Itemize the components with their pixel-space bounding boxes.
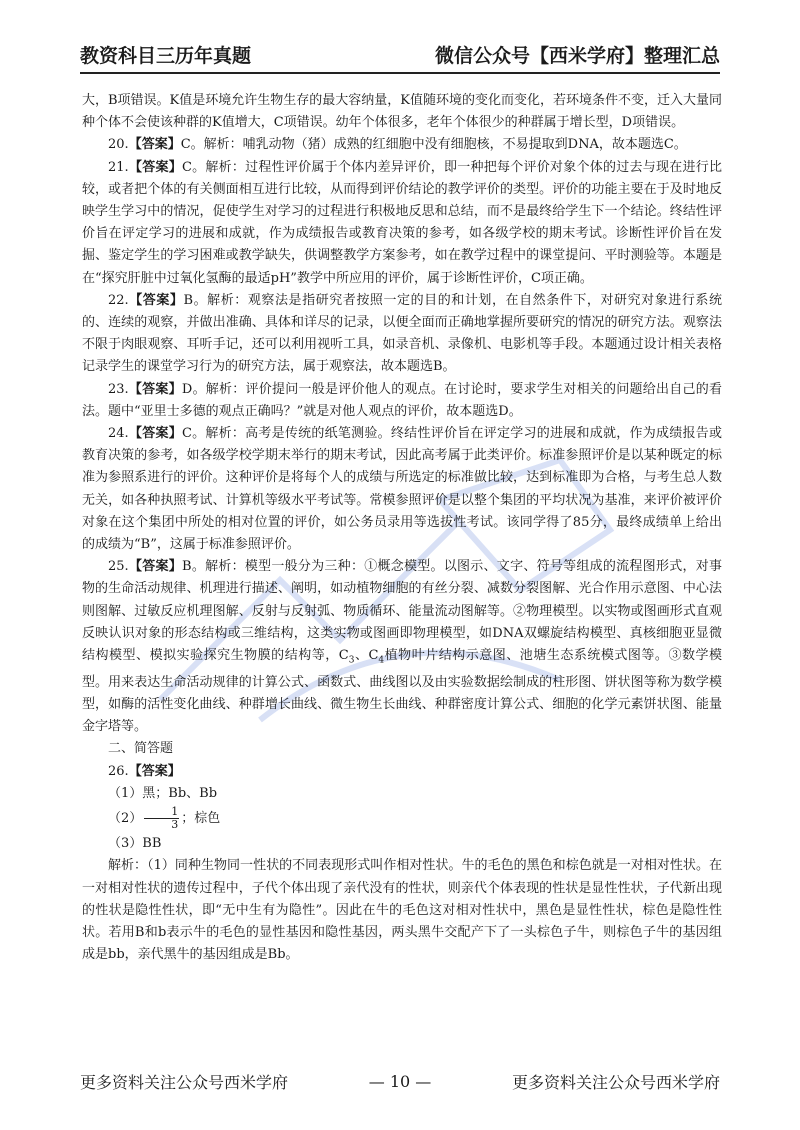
answer-item-2	[82, 805, 722, 833]
answer-text: 、C	[354, 648, 379, 664]
answer-text: B。解析：观察法是指研究者按照一定的目的和计划，在自然条件下，对研究对象进行系统的、连续的观察，并做出准确、具体和详尽的记录，以便全面而正确地掌握所要研究的情况的研究方法。观察法不限于肉眼观察、耳听手记，还可以利用视听工具，如录音机、录像机、电影机等手段。本题通过设计相关表格记录学生的课堂学习行为的研究方法，属于观察法，故本题选B。	[82, 292, 722, 375]
section-heading: 二、简答题	[108, 741, 174, 757]
answer-label: 【答案】	[128, 381, 182, 397]
question-24	[82, 423, 722, 556]
answer-label: 【答案】	[128, 426, 182, 442]
header-left-title: 教资科目三历年真题	[80, 45, 252, 67]
explanation	[82, 855, 722, 966]
answer-text: D。解析：评价提问一般是评价他人的观点。在讨论时，要求学生对相关的问题给出自己的看法。题中“亚里士多德的观点正确吗？”就是对他人观点的评价，故本题选D。	[82, 381, 722, 419]
answer-label: 【答案】	[128, 137, 181, 153]
question-number: 24.	[108, 426, 129, 442]
answer-label: 【答案】	[128, 159, 182, 175]
answer-item-suffix: ；棕色	[181, 811, 221, 827]
answer-text: 植物叶片结构示意图、池塘生态系统模式图等。③数学模型。用来表达生命活动规律的计算公式、函数式、曲线图以及由实验数据绘制成的柱形图、饼状图等称为数学模型，如酶的活性变化曲线、种群增长曲线、微生物生长曲线、种群密度计算公式、细胞的化学元素饼状图、能量金字塔等。	[82, 648, 722, 735]
question-23	[82, 379, 722, 423]
answer-label: 【答案】	[128, 292, 184, 308]
subscript-3: 3	[348, 655, 355, 666]
question-25	[82, 556, 722, 738]
question-21	[82, 157, 722, 290]
answer-label: 【答案】	[128, 763, 181, 779]
footer-left-text: 更多资料关注公众号西米学府	[80, 1073, 289, 1092]
question-number: 21.	[108, 159, 129, 175]
page-footer	[80, 1070, 720, 1093]
answer-label: 【答案】	[128, 559, 182, 575]
answer-item-3: （3）BB	[108, 836, 162, 852]
answer-text: C。解析：高考是传统的纸笔测验。终结性评价旨在评定学习的进展和成就，作为成绩报告或教育决策的参考，如各级学校学期末举行的期末考试，因此高考属于此类评价。标准参照评价是以某种既定的标准为参照系进行的评价。这种评价是将每个人的成绩与所选定的标准做比较，达到标准即为合格，与考生总人数无关，如各种执照考试、计算机等级水平考试等。常模参照评价是以整个集团的平均状况为基准，来评价被评价对象在这个集团中所处的相对位置的评价，如公务员录用等选拔性考试。该同学得了85分，最终成绩单上给出的成绩为“B”，这属于标准参照评价。	[82, 426, 722, 553]
answer-item-prefix: （2）	[108, 811, 143, 827]
question-22	[82, 290, 722, 379]
footer-right-text: 更多资料关注公众号西米学府	[511, 1073, 720, 1092]
fraction	[144, 806, 179, 831]
answer-text: C。解析：过程性评价属于个体内差异评价，即一种把每个评价对象个体的过去与现在进行比较，或者把个体的有关侧面相互进行比较，从而得到评价结论的教学评价的类型。评价的功能主要在于及时地反映学生学习中的情况，促使学生对学习的过程进行积极地反思和总结，而不是最终给学生下一个结论。终结性评价旨在评定学习的进展和成就，作为成绩报告或教育决策的参考，如各级学校的期末考试。诊断性评价旨在发掘、鉴定学生的学习困难或教学缺失，供调整教学方案参考，如在教学过程中的课堂提问、平时测验等。本题是在“探究肝脏中过氧化氢酶的最适pH”教学中所应用的评价，属于诊断性评价，C项正确。	[82, 159, 722, 286]
question-20	[82, 134, 722, 156]
question-number: 22.	[108, 292, 129, 308]
answer-text: C。解析：哺乳动物（猪）成熟的红细胞中没有细胞核，不易提取到DNA，故本题选C。	[180, 137, 687, 153]
fraction-numerator: 1	[144, 806, 179, 819]
question-number: 26.	[108, 763, 129, 779]
explanation-label: 解析：	[108, 858, 148, 874]
paragraph-continued: 大，B项错误。K值是环境允许生物生存的最大容纳量，K值随环境的变化而变化，若环境条件不变，迁入大量同种个体不会使该种群的K值增大，C项错误。幼年个体很多，老年个体很少的种群属于增长型，D项错误。	[82, 93, 722, 131]
question-number: 25.	[108, 559, 129, 575]
subscript-4: 4	[378, 655, 385, 666]
fraction-denominator: 3	[171, 818, 179, 832]
explanation-text: （1）同种生物同一性状的不同表现形式叫作相对性状。牛的毛色的黑色和棕色就是一对相对性状。在一对相对性状的遗传过程中，子代个体出现了亲代没有的性状，则亲代个体表现的性状是显性性状，子代新出现的性状是隐性性状，即“无中生有为隐性”。因此在牛的毛色这对相对性状中，黑色是显性性状，棕色是隐性性状。若用B和b表示牛的毛色的显性基因和隐性基因，两头黑牛交配产下了一头棕色子牛，则棕色子牛的基因组成是bb，亲代黑牛的基因组成是Bb。	[82, 858, 722, 963]
question-26	[82, 761, 722, 783]
question-number: 20.	[108, 137, 129, 153]
answer-content	[82, 90, 722, 966]
page-header	[80, 38, 720, 74]
question-number: 23.	[108, 381, 129, 397]
answer-item-1: （1）黑；Bb、Bb	[108, 785, 218, 801]
page-number: — 10 —	[368, 1072, 432, 1091]
answer-text: B。解析：模型一般分为三种：①概念模型。以图示、文字、符号等组成的流程图形式，对事物的生命活动规律、机理进行描述、阐明，如动植物细胞的有丝分裂、减数分裂图解、光合作用示意图、中心法则图解、过敏反应机理图解、反射与反射弧、物质循环、能量流动图解等。②物理模型。以实物或图画形式直观反映认识对象的形态结构或三维结构，这类实物或图画即物理模型，如DNA双螺旋结构模型、真核细胞亚显微结构模型、模拟实验探究生物膜的结构等，C	[82, 559, 722, 664]
header-right-title: 微信公众号【西米学府】整理汇总	[434, 45, 720, 67]
